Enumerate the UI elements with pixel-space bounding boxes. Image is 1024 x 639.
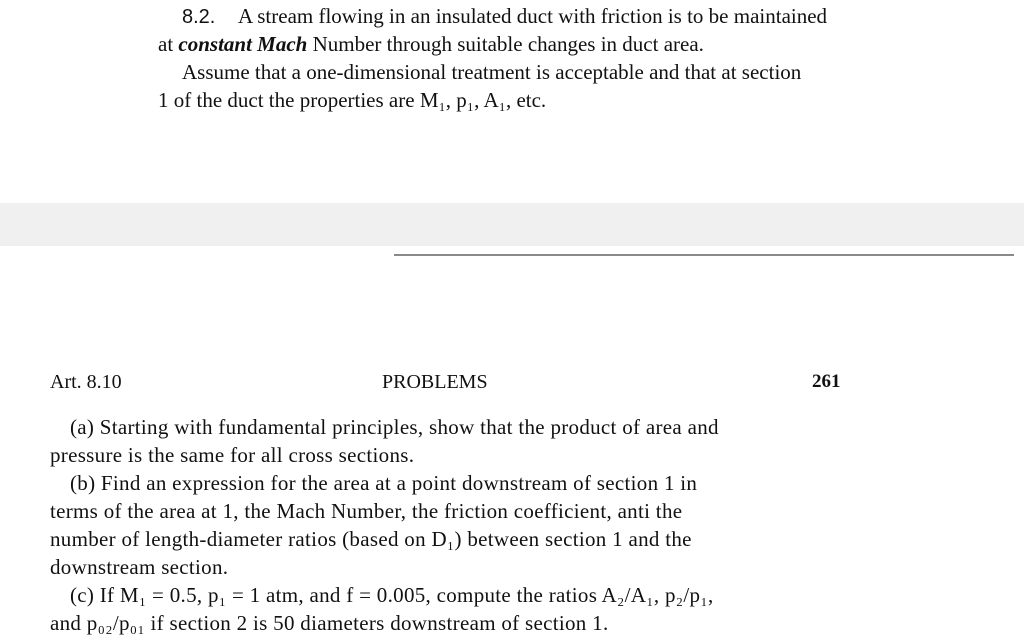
part-b-line-3: number of length-diameter ratios (based on D₁) between section 1 and the — [50, 527, 692, 551]
page-gap-band — [0, 203, 1024, 246]
header-title: PROBLEMS — [382, 371, 488, 393]
problem-line-2-post: Number through suitable changes in duct area. — [307, 32, 704, 56]
part-b-line-4: downstream section. — [50, 555, 229, 579]
page-rule — [394, 254, 1014, 256]
part-b-line-1: (b) Find an expression for the area at a point downstream of section 1 in — [70, 471, 698, 495]
part-c-line-1: (c) If M₁ = 0.5, p₁ = 1 atm, and f = 0.005, compute the ratios A₂/A₁, p₂/p₁, — [70, 583, 714, 607]
header-article: Art. 8.10 — [50, 371, 122, 393]
problem-line-4: 1 of the duct the properties are M₁, p₁, A₁, etc. — [158, 88, 547, 112]
part-b-line-2: terms of the area at 1, the Mach Number, the friction coefficient, anti the — [50, 499, 683, 523]
part-a-line-2: pressure is the same for all cross sections. — [50, 443, 415, 467]
problem-line-2 — [158, 30, 704, 58]
problem-line-3: Assume that a one-dimensional treatment is acceptable and that at section — [182, 60, 802, 84]
problem-line-2-italic: constant Mach — [178, 32, 308, 56]
part-a-line-1: (a) Starting with fundamental principles, show that the product of area and — [70, 415, 719, 439]
problem-line-1: A stream flowing in an insulated duct with friction is to be maintained — [238, 4, 828, 28]
header-page-number: 261 — [812, 371, 841, 392]
problem-number: 8.2. — [182, 6, 216, 28]
part-c-line-2: and p₀₂/p₀₁ if section 2 is 50 diameters downstream of section 1. — [50, 611, 609, 635]
problem-line-2-pre: at — [158, 32, 179, 56]
